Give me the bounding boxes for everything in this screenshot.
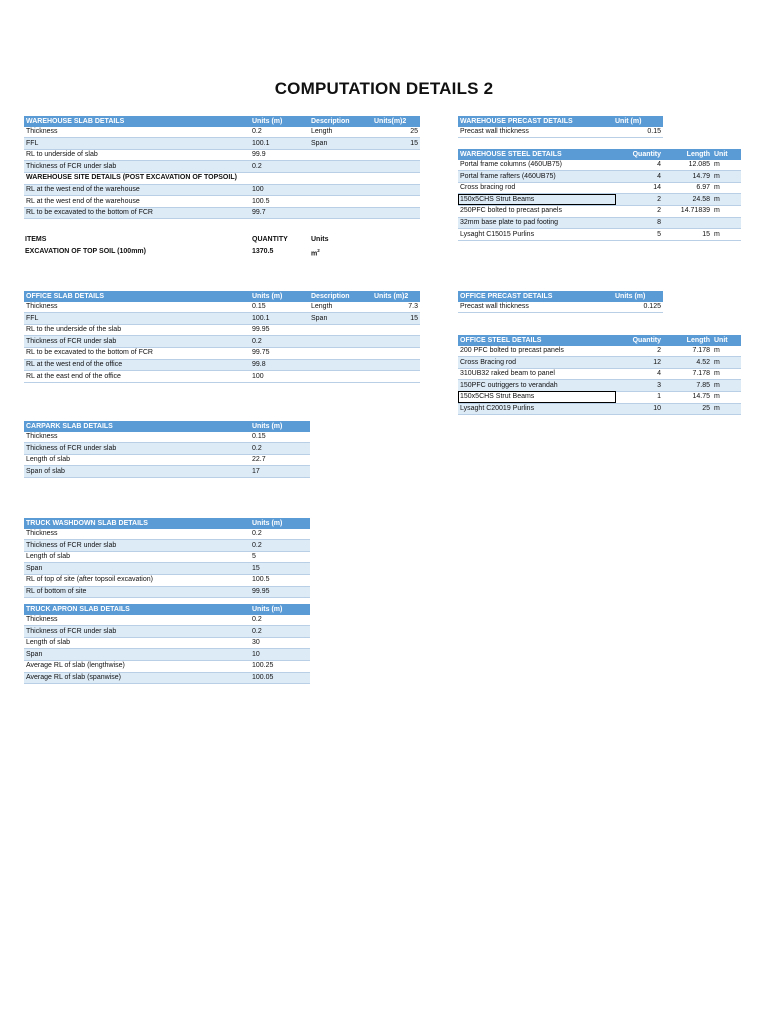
cell-value-2: 7.3 bbox=[372, 302, 420, 313]
cell-quantity: 1 bbox=[616, 391, 663, 403]
cell-label: Thickness of FCR under slab bbox=[24, 336, 250, 348]
cell-value-2 bbox=[372, 161, 420, 173]
cell-label: Precast wall thickness bbox=[458, 127, 613, 138]
cell-description: Length bbox=[309, 127, 372, 138]
table-row bbox=[24, 563, 310, 575]
cell-label: Thickness of FCR under slab bbox=[24, 626, 250, 638]
cell-label: 310UB32 raked beam to panel bbox=[458, 368, 616, 380]
cell-length: 6.97 bbox=[663, 182, 712, 194]
cell-value-2 bbox=[372, 347, 420, 359]
header-cell: CARPARK SLAB DETAILS bbox=[24, 421, 250, 432]
cell-label: Portal frame columns (460UB75) bbox=[458, 160, 616, 171]
page-title: COMPUTATION DETAILS 2 bbox=[274, 79, 494, 98]
header-cell: Description bbox=[309, 116, 372, 127]
cell-description bbox=[309, 347, 372, 359]
cell-quantity: 8 bbox=[616, 217, 663, 229]
cell-label: Cross bracing rod bbox=[458, 182, 616, 194]
header-cell: OFFICE PRECAST DETAILS bbox=[458, 291, 613, 302]
cell-value: 99.75 bbox=[250, 347, 309, 359]
cell-label: RL to the underside of the slab bbox=[24, 324, 250, 336]
header-cell: Length bbox=[663, 149, 712, 160]
cell-length: 7.178 bbox=[663, 368, 712, 380]
cell-quantity: 4 bbox=[616, 171, 663, 183]
cell-value: 0.15 bbox=[250, 432, 310, 443]
cell-value: 0.2 bbox=[250, 529, 310, 540]
table-row bbox=[458, 357, 741, 369]
cell-length: 14.71839 bbox=[663, 205, 712, 217]
cell-value: 100.1 bbox=[250, 313, 309, 325]
cell-value-2 bbox=[372, 371, 420, 383]
cell-quantity: 4 bbox=[616, 160, 663, 171]
header-cell: Quantity bbox=[616, 335, 663, 346]
cell-length: 14.75 bbox=[663, 391, 712, 403]
cell-value: 100.1 bbox=[250, 138, 309, 150]
cell-value: 22.7 bbox=[250, 454, 310, 466]
cell-value: 30 bbox=[250, 637, 310, 649]
table-row bbox=[24, 149, 420, 161]
table-row bbox=[24, 313, 420, 325]
cell-value: 99.7 bbox=[250, 207, 309, 219]
table-row bbox=[24, 637, 310, 649]
cell-label: Lysaght C15015 Purlins bbox=[458, 229, 616, 241]
header-cell: WAREHOUSE PRECAST DETAILS bbox=[458, 116, 613, 127]
table-row bbox=[24, 432, 310, 443]
cell-unit: m bbox=[712, 346, 741, 357]
table-row bbox=[458, 302, 663, 313]
cell-unit: m bbox=[712, 194, 741, 206]
header-cell: Units (m) bbox=[250, 604, 310, 615]
cell-quantity: 12 bbox=[616, 357, 663, 369]
cell-value: 0.15 bbox=[613, 127, 663, 138]
cell-label: Thickness of FCR under slab bbox=[24, 443, 250, 455]
cell-description: Span bbox=[309, 313, 372, 325]
header-cell: Unit (m) bbox=[613, 116, 663, 127]
cell-value: 100 bbox=[250, 184, 309, 196]
cell-value: 100.5 bbox=[250, 574, 310, 586]
cell-unit: m bbox=[712, 368, 741, 380]
cell-label: RL to be excavated to the bottom of FCR bbox=[24, 347, 250, 359]
cell-description bbox=[309, 359, 372, 371]
header-cell: WAREHOUSE SLAB DETAILS bbox=[24, 116, 250, 127]
table-header bbox=[458, 335, 741, 346]
cell-label: Span of slab bbox=[24, 466, 250, 478]
cell-quantity: 3 bbox=[616, 380, 663, 392]
cell-value-2: 25 bbox=[372, 127, 420, 138]
cell-value: 99.9 bbox=[250, 149, 309, 161]
cell-description bbox=[309, 371, 372, 383]
cell-length: 7.85 bbox=[663, 380, 712, 392]
cell-value: 5 bbox=[250, 551, 310, 563]
cell-value: 100 bbox=[250, 371, 309, 383]
table-row bbox=[24, 336, 420, 348]
office-precast-table bbox=[458, 291, 663, 313]
table-row bbox=[24, 529, 310, 540]
cell-label: Length of slab bbox=[24, 454, 250, 466]
table-row bbox=[24, 615, 310, 626]
truck-washdown-slab-table bbox=[24, 518, 310, 598]
table-row bbox=[458, 217, 741, 229]
cell-value: 100.5 bbox=[250, 196, 309, 208]
table-row bbox=[24, 626, 310, 638]
cell-value: 100.25 bbox=[250, 660, 310, 672]
table-header bbox=[458, 291, 663, 302]
cell-quantity: 14 bbox=[616, 182, 663, 194]
cell-label: Length of slab bbox=[24, 551, 250, 563]
cell-unit bbox=[712, 217, 741, 229]
cell-length: 7.178 bbox=[663, 346, 712, 357]
warehouse-steel-table bbox=[458, 149, 741, 241]
cell-label: 250PFC bolted to precast panels bbox=[458, 205, 616, 217]
item-unit-superscript: 2 bbox=[317, 248, 320, 253]
cell-label: 150PFC outriggers to verandah bbox=[458, 380, 616, 392]
header-cell: TRUCK APRON SLAB DETAILS bbox=[24, 604, 250, 615]
cell-label: Thickness of FCR under slab bbox=[24, 540, 250, 552]
cell-label: Thickness bbox=[24, 615, 250, 626]
cell-unit: m bbox=[712, 229, 741, 241]
header-cell: OFFICE STEEL DETAILS bbox=[458, 335, 616, 346]
cell-label: Thickness bbox=[24, 127, 250, 138]
table-row bbox=[24, 466, 310, 478]
cell-value: 0.2 bbox=[250, 443, 310, 455]
table-row bbox=[458, 194, 741, 206]
table-row bbox=[24, 672, 310, 684]
cell-label: RL to be excavated to the bottom of FCR bbox=[24, 207, 250, 219]
cell-value: 99.8 bbox=[250, 359, 309, 371]
cell-unit: m bbox=[712, 171, 741, 183]
cell-label: Lysaght C20019 Purlins bbox=[458, 403, 616, 415]
cell-label: RL at the west end of the office bbox=[24, 359, 250, 371]
cell-value: 0.2 bbox=[250, 161, 309, 173]
warehouse-precast-table bbox=[458, 116, 663, 138]
table-row bbox=[458, 127, 663, 138]
header-cell: OFFICE SLAB DETAILS bbox=[24, 291, 250, 302]
table-row bbox=[458, 229, 741, 241]
table-row bbox=[458, 380, 741, 392]
cell-description bbox=[309, 161, 372, 173]
table-row bbox=[458, 171, 741, 183]
cell-label: Length of slab bbox=[24, 637, 250, 649]
office-steel-table bbox=[458, 335, 741, 415]
cell-length: 12.085 bbox=[663, 160, 712, 171]
table-row bbox=[458, 160, 741, 171]
cell-length: 24.58 bbox=[663, 194, 712, 206]
table-row bbox=[24, 207, 420, 219]
cell-label-selected[interactable]: 150x5CHS Strut Beams bbox=[458, 391, 616, 403]
cell-label: Portal frame rafters (460UB75) bbox=[458, 171, 616, 183]
table-header bbox=[24, 291, 420, 302]
cell-value: 10 bbox=[250, 649, 310, 661]
items-label: ITEMS bbox=[25, 236, 47, 243]
cell-unit: m bbox=[712, 160, 741, 171]
table-header bbox=[458, 149, 741, 160]
cell-unit: m bbox=[712, 357, 741, 369]
cell-label: Average RL of slab (spanwise) bbox=[24, 672, 250, 684]
cell-value: 15 bbox=[250, 563, 310, 575]
table-row bbox=[24, 371, 420, 383]
header-cell: Units(m)2 bbox=[372, 116, 420, 127]
item-name: EXCAVATION OF TOP SOIL (100mm) bbox=[25, 248, 146, 255]
header-cell: Length bbox=[663, 335, 712, 346]
table-header bbox=[458, 116, 663, 127]
cell-label: Span bbox=[24, 563, 250, 575]
cell-length bbox=[663, 217, 712, 229]
items-units-label: Units bbox=[311, 236, 329, 243]
cell-label: RL to underside of slab bbox=[24, 149, 250, 161]
cell-label: 32mm base plate to pad footing bbox=[458, 217, 616, 229]
cell-label: Thickness of FCR under slab bbox=[24, 161, 250, 173]
table-row bbox=[24, 443, 310, 455]
table-row bbox=[24, 649, 310, 661]
cell-value: 0.15 bbox=[250, 302, 309, 313]
cell-unit: m bbox=[712, 205, 741, 217]
item-unit-text: m bbox=[311, 250, 318, 258]
cell-value: 99.95 bbox=[250, 586, 310, 598]
header-cell: Units (m)2 bbox=[372, 291, 420, 302]
table-row bbox=[24, 359, 420, 371]
cell-value-2 bbox=[372, 359, 420, 371]
cell-quantity: 4 bbox=[616, 368, 663, 380]
cell-unit: m bbox=[712, 403, 741, 415]
table-row bbox=[24, 324, 420, 336]
cell-quantity: 10 bbox=[616, 403, 663, 415]
cell-value-2: 15 bbox=[372, 313, 420, 325]
cell-value: 0.2 bbox=[250, 127, 309, 138]
header-cell: TRUCK WASHDOWN SLAB DETAILS bbox=[24, 518, 250, 529]
table-row bbox=[24, 660, 310, 672]
table-row-subheader bbox=[24, 172, 420, 184]
cell-value: 0.2 bbox=[250, 615, 310, 626]
cell-label: Span bbox=[24, 649, 250, 661]
table-row bbox=[458, 205, 741, 217]
header-cell: Description bbox=[309, 291, 372, 302]
warehouse-slab-table bbox=[24, 116, 420, 219]
cell-value: 99.95 bbox=[250, 324, 309, 336]
cell-value: 0.125 bbox=[613, 302, 663, 313]
header-cell: Units (m) bbox=[250, 116, 309, 127]
cell-label: RL at the east end of the office bbox=[24, 371, 250, 383]
table-row bbox=[24, 540, 310, 552]
cell-description bbox=[309, 324, 372, 336]
cell-label: RL of top of site (after topsoil excavation) bbox=[24, 574, 250, 586]
truck-apron-slab-table bbox=[24, 604, 310, 684]
cell-label: 200 PFC bolted to precast panels bbox=[458, 346, 616, 357]
table-row bbox=[458, 346, 741, 357]
cell-description bbox=[309, 336, 372, 348]
cell-value-2 bbox=[372, 336, 420, 348]
table-row bbox=[458, 391, 741, 403]
header-cell: Unit bbox=[712, 335, 741, 346]
item-unit bbox=[311, 248, 320, 257]
header-cell: Unit bbox=[712, 149, 741, 160]
cell-label: Average RL of slab (lengthwise) bbox=[24, 660, 250, 672]
table-row bbox=[24, 347, 420, 359]
cell-value-2 bbox=[372, 324, 420, 336]
table-header bbox=[24, 116, 420, 127]
cell-length: 14.79 bbox=[663, 171, 712, 183]
table-row bbox=[24, 454, 310, 466]
cell-length: 15 bbox=[663, 229, 712, 241]
items-quantity-label: QUANTITY bbox=[252, 236, 288, 243]
office-slab-table bbox=[24, 291, 420, 383]
table-row bbox=[24, 184, 420, 196]
table-row bbox=[24, 302, 420, 313]
cell-length: 4.52 bbox=[663, 357, 712, 369]
cell-label: FFL bbox=[24, 138, 250, 150]
cell-label: Thickness bbox=[24, 302, 250, 313]
table-row bbox=[458, 182, 741, 194]
table-row bbox=[458, 403, 741, 415]
cell-label: RL at the west end of the warehouse bbox=[24, 184, 250, 196]
cell-unit: m bbox=[712, 391, 741, 403]
header-cell: Units (m) bbox=[250, 291, 309, 302]
table-row bbox=[24, 574, 310, 586]
cell-value-2: 15 bbox=[372, 138, 420, 150]
cell-label: FFL bbox=[24, 313, 250, 325]
table-header bbox=[24, 604, 310, 615]
cell-quantity: 5 bbox=[616, 229, 663, 241]
table-row bbox=[24, 161, 420, 173]
cell-description bbox=[309, 149, 372, 161]
cell-label: Thickness bbox=[24, 529, 250, 540]
table-header bbox=[24, 421, 310, 432]
item-quantity: 1370.5 bbox=[252, 248, 274, 255]
table-row bbox=[24, 138, 420, 150]
cell-description: Span bbox=[309, 138, 372, 150]
cell-value: 0.2 bbox=[250, 540, 310, 552]
cell-quantity: 2 bbox=[616, 205, 663, 217]
table-row bbox=[24, 196, 420, 208]
header-cell: WAREHOUSE STEEL DETAILS bbox=[458, 149, 616, 160]
cell-unit: m bbox=[712, 380, 741, 392]
cell-description: Length bbox=[309, 302, 372, 313]
cell-label: Thickness bbox=[24, 432, 250, 443]
header-cell: Quantity bbox=[616, 149, 663, 160]
header-cell: Units (m) bbox=[613, 291, 663, 302]
cell-value-2 bbox=[372, 149, 420, 161]
cell-quantity: 2 bbox=[616, 346, 663, 357]
table-header bbox=[24, 518, 310, 529]
site-details-heading: WAREHOUSE SITE DETAILS (POST EXCAVATION OF TOPSOIL) bbox=[24, 172, 420, 184]
cell-label: RL at the west end of the warehouse bbox=[24, 196, 250, 208]
cell-length: 25 bbox=[663, 403, 712, 415]
table-row bbox=[24, 127, 420, 138]
carpark-slab-table bbox=[24, 421, 310, 478]
table-row bbox=[458, 368, 741, 380]
cell-value: 100.05 bbox=[250, 672, 310, 684]
cell-label: Precast wall thickness bbox=[458, 302, 613, 313]
table-row bbox=[24, 586, 310, 598]
cell-value: 0.2 bbox=[250, 626, 310, 638]
cell-label-selected[interactable]: 150x5CHS Strut Beams bbox=[458, 194, 616, 206]
cell-label: RL of bottom of site bbox=[24, 586, 250, 598]
table-row bbox=[24, 551, 310, 563]
cell-value: 17 bbox=[250, 466, 310, 478]
header-cell: Units (m) bbox=[250, 421, 310, 432]
cell-unit: m bbox=[712, 182, 741, 194]
cell-quantity: 2 bbox=[616, 194, 663, 206]
cell-label: Cross Bracing rod bbox=[458, 357, 616, 369]
header-cell: Units (m) bbox=[250, 518, 310, 529]
cell-value: 0.2 bbox=[250, 336, 309, 348]
